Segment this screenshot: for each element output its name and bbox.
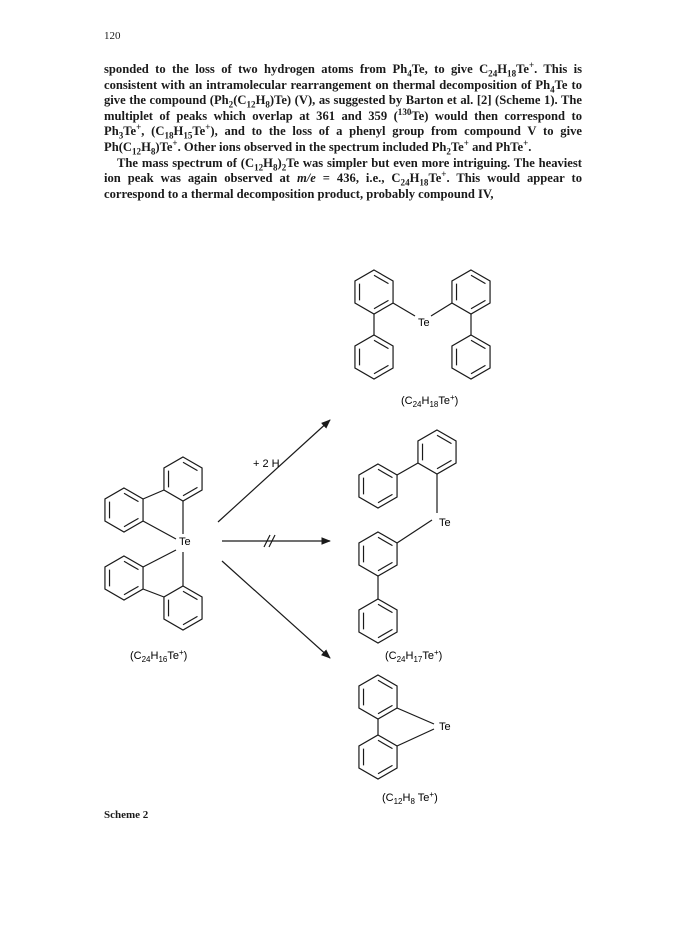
benzene-ring-middle-4 (359, 599, 397, 643)
benzene-ring-bottom-1 (359, 675, 397, 719)
te-atom-left: Te (179, 536, 191, 548)
bond-biaryl-middle (397, 463, 418, 475)
reagent-label: + 2 H (253, 458, 280, 470)
bond-biaryl-left-upper (143, 490, 164, 499)
benzene-ring-bottom-2 (359, 735, 397, 779)
arrow-to-top-product (218, 420, 330, 522)
benzene-ring-left-1 (164, 457, 202, 501)
bond-te-bottom-1 (397, 708, 434, 724)
bond-te-middle-2 (397, 520, 432, 543)
benzene-ring-left-4 (164, 586, 202, 630)
label-starting-compound: $(C_{24}H_{16}Te^+)$ (130, 648, 188, 664)
bond-te-top-right (431, 303, 452, 316)
bond-biaryl-left-lower (143, 589, 164, 597)
benzene-ring-middle-1 (418, 430, 456, 474)
label-top-product: $(C_{24}H_{18}Te^+)$ (401, 393, 459, 409)
paragraph-1: sponded to the loss of two hydrogen atoms from $Ph_4Te$, to give $C_{24}H_{18}Te^+$. This is consistent with an intramolecular rearrangement on thermal decomposition of $Ph_4Te$ to give the compound $(Ph_2(C_{12}H_8)Te)$ (V), as suggested by Barton et al. [2] (Scheme 1). The multiplet of peaks which overlap at 361 and 359 ($^{130}$Te) would then correspond to $Ph_3Te^+$, $(C_{18}H_{15}Te^+)$, and to the loss of a phenyl group from compound V to give $Ph(C_{12}H_8)Te^+$. Other ions observed in the spectrum included $Ph_2Te^+$ and PhTe+. (104, 59, 582, 157)
benzene-ring-top-4 (452, 335, 490, 379)
te-atom-middle: Te (439, 517, 451, 529)
te-atom-top: Te (418, 317, 430, 329)
bond-te-top-left (393, 303, 415, 316)
benzene-ring-middle-3 (359, 532, 397, 576)
benzene-ring-top-3 (355, 335, 393, 379)
page-number: 120 (104, 30, 121, 42)
te-atom-bottom: Te (439, 721, 451, 733)
label-bottom-product: ($C_{12}H_8$ Te+) (382, 790, 438, 806)
benzene-rings (105, 270, 490, 779)
benzene-ring-top-2 (452, 270, 490, 314)
bond-te-left-3 (143, 550, 176, 567)
arrow-to-bottom-product (222, 561, 330, 658)
bond-te-left-1 (143, 521, 176, 539)
scheme-caption: Scheme 2 (104, 809, 149, 821)
benzene-ring-middle-2 (359, 464, 397, 508)
benzene-ring-top-1 (355, 270, 393, 314)
label-middle-product: $(C_{24}H_{17}Te^+)$ (385, 648, 443, 664)
bonds (143, 303, 471, 746)
bond-te-bottom-2 (397, 729, 434, 746)
paragraph-2: The mass spectrum of $(C_{12}H_8)_2Te$ was simpler but even more intriguing. The heaviest ion peak was again observed at m/e = 436, i.e., $C_{24}H_{18}Te^+$. This would appear to correspond to a thermal decomposition product, probably compound IV, (104, 155, 582, 201)
benzene-ring-left-2 (105, 488, 143, 532)
benzene-ring-left-3 (105, 556, 143, 600)
